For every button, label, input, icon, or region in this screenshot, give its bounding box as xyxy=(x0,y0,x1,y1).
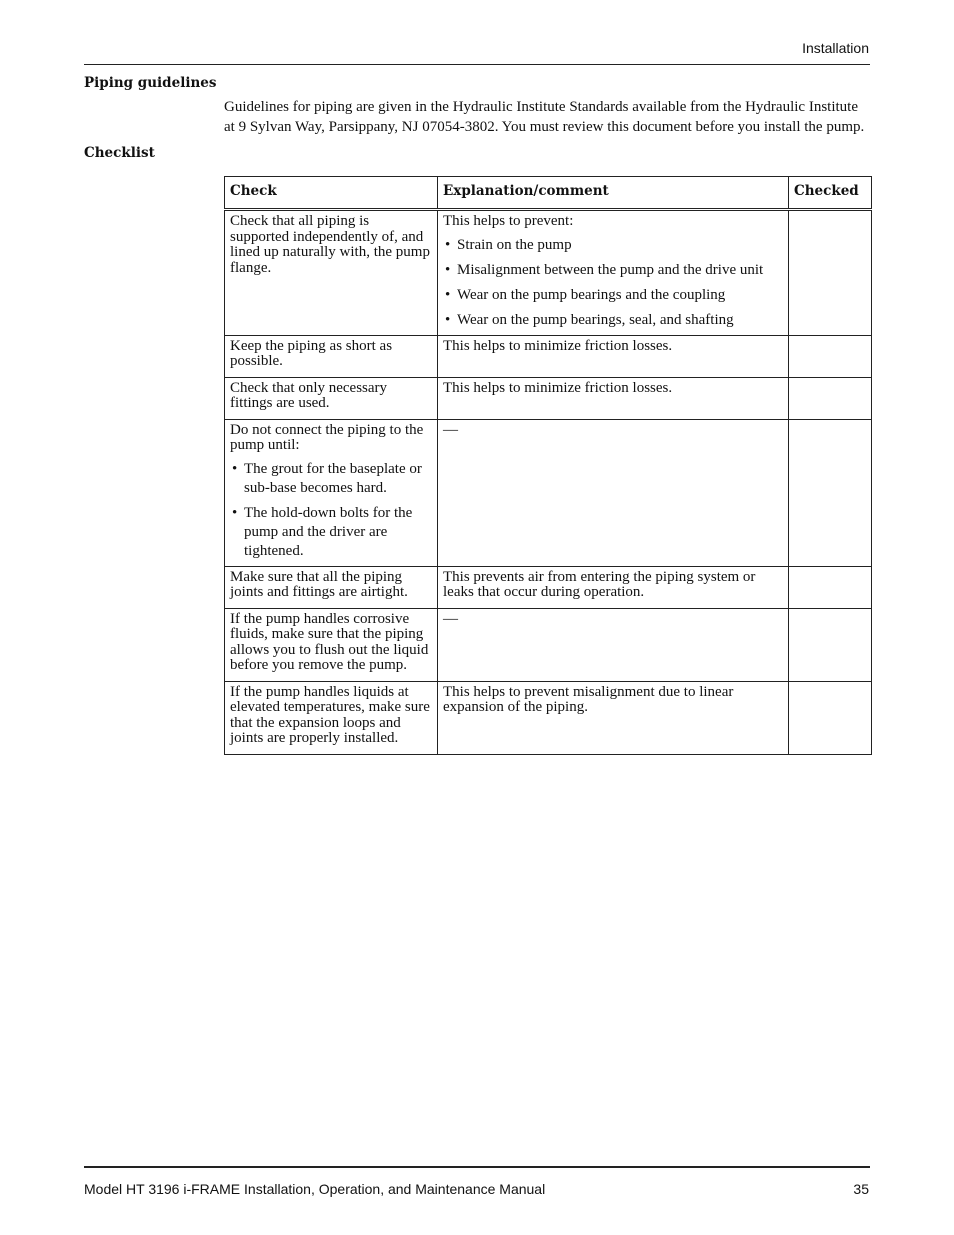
check-lead: Do not connect the piping to the pump until: xyxy=(230,421,424,453)
check-cell: If the pump handles corrosive fluids, make sure that the piping allows you to flush out the liquid before you remove the pump. xyxy=(225,608,438,681)
header-divider xyxy=(84,64,870,65)
table-row xyxy=(225,377,872,419)
column-header-checked: Checked xyxy=(789,177,872,210)
checklist-heading: Checklist xyxy=(84,145,155,161)
explanation-bullet-list xyxy=(443,236,783,330)
table-row xyxy=(225,210,872,336)
checklist-table xyxy=(224,176,872,755)
list-item: • Strain on the pump xyxy=(443,236,783,255)
piping-guidelines-heading: Piping guidelines xyxy=(84,75,217,91)
list-item: • The hold-down bolts for the pump and the driver are tightened. xyxy=(230,504,432,561)
table-row xyxy=(225,681,872,754)
table-row xyxy=(225,566,872,608)
footer-manual-title: Model HT 3196 i-FRAME Installation, Operation, and Maintenance Manual xyxy=(84,1181,546,1197)
explanation-cell: This helps to minimize friction losses. xyxy=(438,377,789,419)
list-item: • The grout for the baseplate or sub-base becomes hard. xyxy=(230,460,432,498)
page-number: 35 xyxy=(853,1181,869,1197)
checked-cell[interactable] xyxy=(789,608,872,681)
table-row xyxy=(225,608,872,681)
check-cell: Check that all piping is supported independently of, and lined up naturally with, the pump flange. xyxy=(225,210,438,336)
explanation-cell: This helps to minimize friction losses. xyxy=(438,335,789,377)
checked-cell[interactable] xyxy=(789,377,872,419)
check-bullet-list xyxy=(230,460,432,561)
list-item: • Wear on the pump bearings and the coupling xyxy=(443,286,783,305)
checked-cell[interactable] xyxy=(789,681,872,754)
check-cell xyxy=(225,419,438,566)
explanation-cell: This helps to prevent misalignment due to linear expansion of the piping. xyxy=(438,681,789,754)
explanation-cell: This prevents air from entering the piping system or leaks that occur during operation. xyxy=(438,566,789,608)
list-item: • Wear on the pump bearings, seal, and shafting xyxy=(443,311,783,330)
table-header-row xyxy=(225,177,872,210)
column-header-check: Check xyxy=(225,177,438,210)
column-header-explanation: Explanation/comment xyxy=(438,177,789,210)
check-cell: If the pump handles liquids at elevated temperatures, make sure that the expansion loops and joints are properly installed. xyxy=(225,681,438,754)
check-cell: Make sure that all the piping joints and fittings are airtight. xyxy=(225,566,438,608)
piping-guidelines-text: Guidelines for piping are given in the Hydraulic Institute Standards available from the Hydraulic Institute at 9 Sylvan Way, Parsippany, NJ 07054-3802. You must review this document before you install the pump. xyxy=(224,99,865,135)
check-cell: Check that only necessary fittings are used. xyxy=(225,377,438,419)
explanation-cell xyxy=(438,210,789,336)
check-cell: Keep the piping as short as possible. xyxy=(225,335,438,377)
explanation-cell: — xyxy=(438,419,789,566)
checked-cell[interactable] xyxy=(789,210,872,336)
checked-cell[interactable] xyxy=(789,566,872,608)
table-row xyxy=(225,335,872,377)
footer-divider xyxy=(84,1166,870,1168)
checked-cell[interactable] xyxy=(789,419,872,566)
explanation-cell: — xyxy=(438,608,789,681)
checked-cell[interactable] xyxy=(789,335,872,377)
table-row xyxy=(225,419,872,566)
list-item: • Misalignment between the pump and the drive unit xyxy=(443,261,783,280)
running-header: Installation xyxy=(802,40,869,56)
explanation-lead: This helps to prevent: xyxy=(443,213,574,229)
